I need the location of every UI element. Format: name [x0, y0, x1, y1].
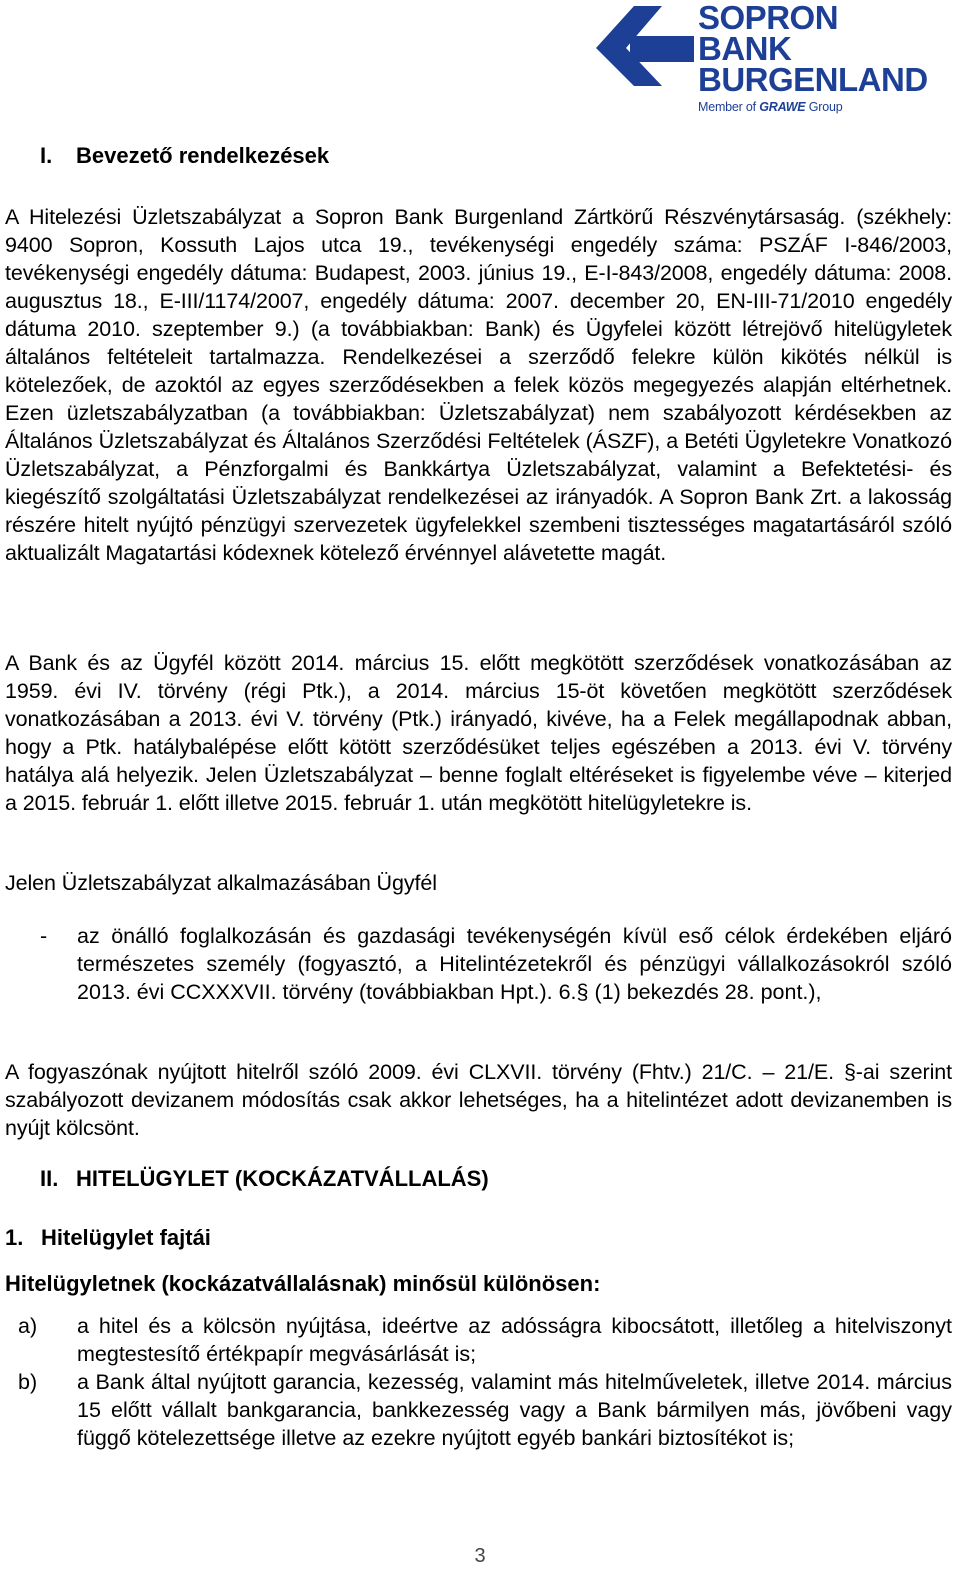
logo-line-3: BURGENLAND [698, 61, 928, 98]
list-item-text: a hitel és a kölcsön nyújtása, ideértve az adósságra kibocsátott, illetőleg a hitelviszonyt megtestesítő értékpapír megvásárlását is; [77, 1314, 952, 1366]
list-heading: Hitelügyletnek (kockázatvállalásnak) minősül különösen: [5, 1271, 601, 1296]
logo-sub-suffix: Group [805, 100, 843, 114]
logo-sub-brand: GRAWE [759, 100, 806, 114]
subsection-1-title: Hitelügylet fajtái [41, 1225, 211, 1250]
bank-logo-mark-icon [596, 6, 694, 86]
section-1-title: Bevezető rendelkezések [76, 143, 330, 168]
logo-wordmark [698, 0, 928, 98]
section-2-title: HITELÜGYLET (KOCKÁZATVÁLLALÁS) [76, 1166, 489, 1191]
section-1-heading [40, 143, 329, 169]
section-1-number: I. [40, 143, 53, 168]
bullet-text: az önálló foglalkozásán és gazdasági tevékenységén kívül eső célok érdekében eljáró természetes személy (fogyasztó, a Hitelintézetekről és pénzügyi vállalkozásokról szóló 2013. évi CCXXXVII. törvény (továbbiakban Hpt.). 6.§ (1) bekezdés 28. pont.), [77, 924, 952, 1004]
list-item-text: a Bank által nyújtott garancia, kezesség, valamint más hitelműveletek, illetve 2014. március 15 előtt vállalt bankgarancia, bankkezesség vagy a Bank bármilyen más, jövőbeni vagy függő kötelezettsége illetve az ezekre nyújtott egyéb bankári biztosítékot is; [77, 1370, 952, 1450]
logo-line-1: SOPRON [698, 0, 839, 36]
intro-paragraph-1: A Hitelezési Üzletszabályzat a Sopron Bank Burgenland Zártkörű Részvénytársaság. (székhely: 9400 Sopron, Kossuth Lajos utca 19., tevékenységi engedély száma: PSZÁF I-846/2003, tevékenységi engedély dátuma: Budapest, 2003. június 19., E-I-843/2008, engedély dátuma: 2008. augusztus 18., E-III/1174/2007, engedély dátuma: 2007. december 20, EN-III-71/2010 engedély dátuma 2010. szeptember 9.) (a továbbiakban: Bank) és Ügyfelei között létrejövő hitelügyletek általános feltételeit tartalmazza. Rendelkezései a szerződő felekre külön kikötés nélkül is kötelezőek, de azoktól az egyes szerződésekben a felek közös megegyezés alapján eltérhetnek. Ezen üzletszabályzatban (a továbbiakban: Üzletszabályzat) nem szabályozott kérdésekben az Általános Üzletszabályzat és Általános Szerződési Feltételek (ÁSZF), a Betéti Ügyletekre Vonatkozó Üzletszabályzat, a Pénzforgalmi és Bankkártya Üzletszabályzat, valamint a Befektetési- és kiegészítő szolgáltatási Üzletszabályzat rendelkezései az irányadók. A Sopron Bank Zrt. a lakosság részére hitelt nyújtó pénzügyi szervezetek ügyfelekkel szembeni tisztességes magatartásáról szóló aktualizált Magatartási kódexnek kötelező érvénnyel alávetette magát. [5, 205, 952, 565]
list-item-marker: b) [18, 1370, 38, 1394]
logo-sub-prefix: Member of [698, 100, 760, 114]
logo-line-2: BANK [698, 30, 792, 67]
section-2-number: II. [40, 1166, 59, 1191]
page-number: 3 [474, 1545, 486, 1567]
logo-member-line [698, 100, 842, 114]
intro-paragraph-3: Jelen Üzletszabályzat alkalmazásában Ügyfél [5, 871, 437, 895]
subsection-1-number: 1. [5, 1225, 24, 1250]
intro-paragraph-2: A Bank és az Ügyfél között 2014. március 15. előtt megkötött szerződések vonatkozásában az 1959. évi IV. törvény (régi Ptk.), a 2014. március 15-öt követően megkötött szerződések vonatkozásában a 2013. évi V. törvény (Ptk.) irányadó, kivéve, ha a Felek megállapodnak abban, hogy a Ptk. hatálybalépése előtt kötött szerződésüket teljes egészében a 2013. évi V. törvény hatálya alá helyezik. Jelen Üzletszabályzat – benne foglalt eltéréseket is figyelembe véve – kiterjed a 2015. február 1. előtt illetve 2015. február 1. után megkötött hitelügyletekre is. [5, 651, 952, 815]
list-item-marker: a) [18, 1314, 38, 1338]
bullet-dash: - [40, 924, 48, 948]
intro-paragraph-4: A fogyaszónak nyújtott hitelről szóló 2009. évi CLXVII. törvény (Fhtv.) 21/C. – 21/E. §-ai szerint szabályozott devizanem módosítás csak akkor lehetséges, ha a hitelintézet adott devizanemben is nyújt kölcsönt. [5, 1060, 952, 1140]
section-2-heading [40, 1166, 489, 1192]
sopron-bank-logo [596, 2, 936, 120]
subsection-1-heading [5, 1225, 211, 1251]
